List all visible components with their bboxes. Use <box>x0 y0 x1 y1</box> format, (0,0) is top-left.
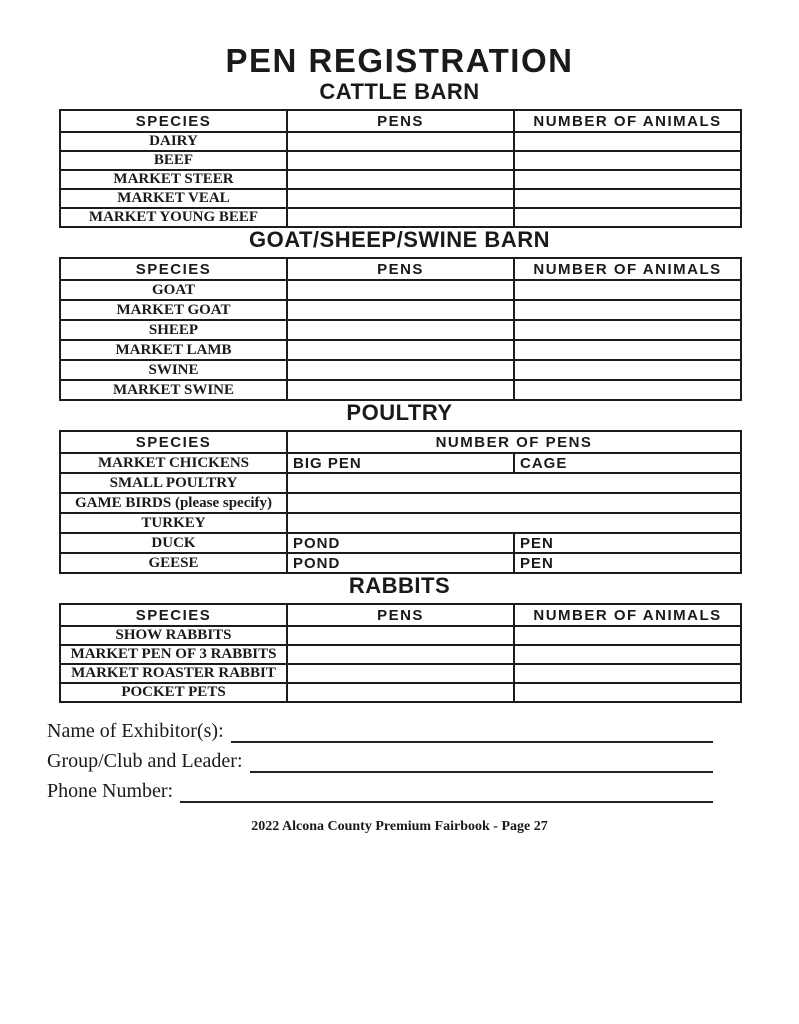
species-cell: SWINE <box>60 360 287 380</box>
species-cell: GEESE <box>60 553 287 573</box>
table-row <box>60 151 741 170</box>
species-cell: GAME BIRDS (please specify) <box>60 493 287 513</box>
header-row <box>60 110 741 132</box>
fill-in-cell <box>287 189 514 208</box>
section-title-poultry: POULTRY <box>346 400 453 425</box>
column-header: PENS <box>287 258 514 280</box>
fill-in-cell <box>287 380 514 400</box>
fill-in-cell <box>287 170 514 189</box>
fill-in-cell <box>514 320 741 340</box>
species-cell: MARKET CHICKENS <box>60 453 287 473</box>
fill-in-cell <box>287 360 514 380</box>
fill-in-cell <box>287 151 514 170</box>
species-cell: MARKET VEAL <box>60 189 287 208</box>
field-blank-line <box>250 750 714 773</box>
fill-in-cell <box>514 626 741 645</box>
section-cattle-barn <box>59 80 740 228</box>
page-footer: 2022 Alcona County Premium Fairbook - Page 27 <box>251 819 548 834</box>
fill-in-cell <box>287 493 741 513</box>
table-row <box>60 473 741 493</box>
fill-in-cell <box>287 645 514 664</box>
species-cell: MARKET LAMB <box>60 340 287 360</box>
fill-in-cell <box>287 300 514 320</box>
table-row <box>60 664 741 683</box>
species-cell: MARKET ROASTER RABBIT <box>60 664 287 683</box>
fill-in-cell <box>287 132 514 151</box>
fill-in-cell <box>287 340 514 360</box>
pen-option-cell: BIG PEN <box>287 453 514 473</box>
section-goat-sheep-swine-barn <box>59 228 740 401</box>
section-poultry <box>59 401 740 574</box>
fill-in-cell <box>287 683 514 702</box>
table-row <box>60 300 741 320</box>
column-header: SPECIES <box>60 110 287 132</box>
fill-in-cell <box>514 300 741 320</box>
pen-option-cell: CAGE <box>514 453 741 473</box>
column-header: NUMBER OF ANIMALS <box>514 604 741 626</box>
table-row <box>60 453 741 473</box>
header-row <box>60 604 741 626</box>
pen-option-cell: PEN <box>514 533 741 553</box>
species-cell: GOAT <box>60 280 287 300</box>
fill-in-cell <box>287 513 741 533</box>
exhibitor-fields <box>47 713 713 803</box>
column-header: NUMBER OF ANIMALS <box>514 258 741 280</box>
table-row <box>60 132 741 151</box>
column-header: SPECIES <box>60 258 287 280</box>
species-cell: POCKET PETS <box>60 683 287 702</box>
fill-in-cell <box>514 208 741 227</box>
registration-tables <box>0 80 799 703</box>
pen-option-cell: POND <box>287 553 514 573</box>
species-cell: MARKET GOAT <box>60 300 287 320</box>
table-row <box>60 533 741 553</box>
fill-in-cell <box>514 664 741 683</box>
species-cell: TURKEY <box>60 513 287 533</box>
fill-in-cell <box>287 664 514 683</box>
column-header: PENS <box>287 604 514 626</box>
fill-in-cell <box>514 340 741 360</box>
species-cell: SMALL POULTRY <box>60 473 287 493</box>
fill-in-cell <box>287 280 514 300</box>
fill-in-cell <box>514 132 741 151</box>
table-row <box>60 340 741 360</box>
fill-in-cell <box>287 473 741 493</box>
column-header: NUMBER OF ANIMALS <box>514 110 741 132</box>
section-title-goat-sheep-swine-barn: GOAT/SHEEP/SWINE BARN <box>248 227 550 252</box>
table-row <box>60 170 741 189</box>
pen-option-cell: PEN <box>514 553 741 573</box>
table-row <box>60 626 741 645</box>
fill-in-cell <box>514 189 741 208</box>
table-row <box>60 645 741 664</box>
table-row <box>60 513 741 533</box>
fill-in-cell <box>514 280 741 300</box>
fill-in-cell <box>514 170 741 189</box>
goat-sheep-swine-barn-table <box>59 257 742 401</box>
table-row <box>60 493 741 513</box>
field-blank-line <box>180 780 713 803</box>
table-row <box>60 553 741 573</box>
fill-in-cell <box>514 683 741 702</box>
page-title: PEN REGISTRATION <box>225 42 574 79</box>
fill-in-cell <box>514 380 741 400</box>
fill-in-cell <box>287 626 514 645</box>
section-title-cattle-barn: CATTLE BARN <box>319 79 480 104</box>
fill-in-cell <box>287 320 514 340</box>
species-cell: DAIRY <box>60 132 287 151</box>
fill-in-cell <box>287 208 514 227</box>
section-title-rabbits: RABBITS <box>348 573 451 598</box>
table-row <box>60 320 741 340</box>
header-row <box>60 431 741 453</box>
species-cell: MARKET STEER <box>60 170 287 189</box>
species-cell: MARKET YOUNG BEEF <box>60 208 287 227</box>
column-header: PENS <box>287 110 514 132</box>
column-header: SPECIES <box>60 431 287 453</box>
poultry-table <box>59 430 742 574</box>
table-row <box>60 380 741 400</box>
table-row <box>60 683 741 702</box>
section-rabbits <box>59 574 740 703</box>
species-cell: SHOW RABBITS <box>60 626 287 645</box>
species-cell: MARKET SWINE <box>60 380 287 400</box>
column-header: SPECIES <box>60 604 287 626</box>
rabbits-table <box>59 603 742 703</box>
cattle-barn-table <box>59 109 742 228</box>
fill-in-cell <box>514 360 741 380</box>
table-row <box>60 189 741 208</box>
header-row <box>60 258 741 280</box>
table-row <box>60 360 741 380</box>
species-cell: DUCK <box>60 533 287 553</box>
field-row <box>47 743 713 773</box>
pen-option-cell: POND <box>287 533 514 553</box>
field-row <box>47 713 713 743</box>
species-cell: SHEEP <box>60 320 287 340</box>
species-cell: MARKET PEN OF 3 RABBITS <box>60 645 287 664</box>
fill-in-cell <box>514 151 741 170</box>
field-label: Name of Exhibitor(s): <box>47 720 224 742</box>
field-row <box>47 773 713 803</box>
species-cell: BEEF <box>60 151 287 170</box>
fill-in-cell <box>514 645 741 664</box>
field-label: Group/Club and Leader: <box>47 750 243 772</box>
column-header: NUMBER OF PENS <box>287 431 741 453</box>
field-blank-line <box>231 720 713 743</box>
table-row <box>60 280 741 300</box>
table-row <box>60 208 741 227</box>
field-label: Phone Number: <box>47 780 174 802</box>
